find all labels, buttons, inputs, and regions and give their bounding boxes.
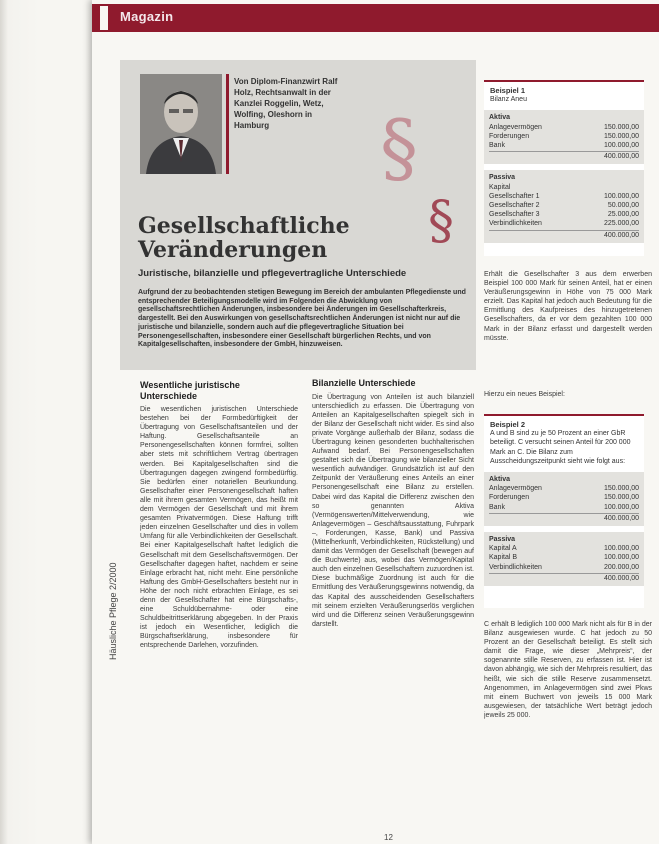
row-label: Gesellschafter 3	[489, 211, 540, 219]
row-value: 100.000,00	[603, 192, 639, 200]
column-right-intro	[484, 390, 652, 406]
table-row	[489, 132, 639, 141]
kapital-label: Kapital	[489, 183, 511, 191]
row-label: Verbindlichkeiten	[489, 563, 542, 571]
column-legal-text: Die wesentlichen juristischen Unterschiede bestehen bei der Formbedürftigkeit der Übertragung von Gesellschaftsanteilen und der Haftung. Gesellschaftsanteile an Personengesellschaften können formfrei, sollten aber stets mit schriftlichem Vertrag übertragen werden. Bei Kapitalgesellschaften sind die Übertragungen dagegen zwingend formbedürftig. Sie bedürfen einer notariellen Beurkundung. Gesellschafter einer Personengesellschaft haften alle mit ihrem gesamten Vermögen, das heißt mit dem Vermögen der Gesellschaft und mit ihrem gesamten Privatvermögen. Diese Haftung trifft jeden einzelnen Gesellschafter und dies in vollem Umfang für alle Verbindlichkeiten der Gesellschaft. Bei einer Kapitalgesellschaft haftet lediglich die Gesellschaft mit dem Gesellschaftsvermögen. Der Gesellschafter dagegen haftet, nachdem er seine Einlage erbracht hat, nicht mehr. Eine persönliche Haftung des GmbH-Gesellschafters besteht nur in Höhe der noch nicht erbrachten Einlage, es sei denn der Gesellschafter hat eine Bürgschafts-, eine Schuldübernahme- oder eine Schuldbeitrittserklärung abgegeben. In der Praxis ist jedoch ein Wesentlicher, lediglich die Bürgschaftserklärung, insbesondere für entsprechende Darlehen, vorzufinden.	[140, 406, 298, 650]
table-total	[489, 573, 639, 583]
table-total	[489, 513, 639, 523]
column-legal	[140, 380, 298, 790]
column-balance-text: Die Übertragung von Anteilen ist auch bilanziell unterschiedlich zu erfassen. Die Übertragung von Anteilen an Kapitalgesellschaften spiegelt sich in der Bilanz der Gesellschaft nicht wider. Es sind also private Vorgänge außerhalb der Bilanz, sodass die Übertragung keinen gesonderten buchhalterischen Aufwand bedarf. Bei Personengesellschaften gestaltet sich die Übertragung wie bilanzieller Sicht wesentlich aufwändiger. Grundsätzlich ist auf den Zeitpunkt der Veräußerung eines Anteils an einer Personengesellschaft eine Bilanz zu erstellen. Dabei wird das Kapital die Differenz zwischen den so genannten Aktiva (Vermögenswerten/Mittelverwendung, wie Anlagevermögen – Geschäftsausstattung, Fuhrpark –, Forderungen, Kasse, Bank) und Passiva (Mittelherkunft, Verbindlichkeiten, Rückstellung) und damit das Vermögen der Gesellschaft (bewegen auf die Buchwerte) aus, wobei das Vermögen/Kapital auch den einzelnen Gesellschaftern zuzuordnen ist. Diese buchmäßige Zuordnung ist auch für die Ermittlung des Veräußerungsgewinns notwendig, da das Kapital des ausscheidenden Gesellschafters mit seinem erzielten Veräußerungserlös verglichen wird und die Differenz seinen Veräußerungsgewinn darstellt.	[312, 393, 474, 628]
aktiva-label: Aktiva	[489, 476, 511, 484]
row-label: Bank	[489, 503, 505, 511]
table-row	[489, 544, 639, 553]
column-right-continued-text: C erhält B lediglich 100 000 Mark nicht als für B in der Bilanz ausgewiesen wurde. C hat jedoch zu 50 Prozent an der Gesellschaft beteiligt. Es stellt sich damit die Frage, wie dieser „Mehrpreis“, der sogenannte stille Reserven, zu erfassen ist. Hier ist davon abhängig, wie sich der Mehrpreis resultiert, das heißt, wie sich die stille Reserve zusammensetzt. Angenommen, im Anlagevermögen sind zwei Pkws mit einem Buchwert von jeweils 15 000 Mark ausgewiesen, der tatsächliche Wert beträgt jedoch jeweils 25 000.	[484, 621, 652, 719]
passiva-label: Passiva	[489, 536, 516, 544]
row-label: Kapital B	[489, 554, 518, 562]
table-row	[489, 219, 639, 228]
section-tag: Magazin	[120, 9, 174, 24]
table-row	[489, 563, 639, 572]
example-2-lead-in: Hierzu ein neues Beispiel:	[484, 391, 565, 398]
row-value: 25.000,00	[607, 211, 639, 219]
column-balance-heading: Bilanzielle Unterschiede	[312, 378, 416, 388]
table-row	[489, 553, 639, 562]
row-label: Gesellschafter 1	[489, 192, 540, 200]
table-row	[489, 503, 639, 512]
total-value: 400.000,00	[603, 514, 639, 522]
row-label: Verbindlichkeiten	[489, 220, 542, 228]
paragraph-symbol-small: §	[428, 191, 454, 251]
table-row	[489, 201, 639, 210]
table-total	[489, 230, 639, 240]
article-title: Gesellschaftliche Veränderungen	[138, 213, 350, 263]
table-row	[489, 493, 639, 502]
table-row	[489, 123, 639, 132]
row-value: 200.000,00	[603, 563, 639, 571]
author-portrait-image	[140, 74, 222, 174]
table-row	[489, 141, 639, 150]
row-value: 100.000,00	[603, 503, 639, 511]
author-credit: Von Diplom-Finanzwirt Ralf Holz, Rechtsanwalt in der Kanzlei Roggelin, Wetz, Wolfing, Oleshorn in Hamburg	[234, 77, 338, 130]
example-1-box	[484, 80, 644, 256]
column-right-paragraph: Erhält die Gesellschafter 3 aus dem erwerben Beispiel 100 000 Mark für seinen Anteil, hat er einen Veräußerungsgewinn in Höhe von 75 000 Mark erzielt. Das Kapital hat jedoch auch Bedeutung für die Ermittlung des Kaufpreises des hinzugetretenen Gesellschafters, da er vor dem gezahlten 100 000 Mark in der Bilanz erfasst und dargestellt werden müsste.	[484, 271, 652, 342]
column-balance	[312, 378, 474, 790]
example-2-passiva	[484, 532, 644, 586]
row-value: 225.000,00	[603, 220, 639, 228]
total-value: 400.000,00	[603, 231, 639, 239]
row-label: Gesellschafter 2	[489, 202, 540, 210]
row-value: 150.000,00	[603, 132, 639, 140]
example-1-passiva	[484, 170, 644, 242]
issue-label: Häusliche Pflege 2/2000	[108, 562, 118, 660]
author-photo	[140, 74, 222, 174]
total-value: 400.000,00	[603, 574, 639, 582]
row-value: 50.000,00	[607, 202, 639, 210]
section-header-bar	[92, 4, 659, 32]
row-label: Anlagevermögen	[489, 485, 542, 493]
row-value: 150.000,00	[603, 485, 639, 493]
row-label: Forderungen	[489, 132, 530, 140]
article-subtitle: Juristische, bilanzielle und pflegevertragliche Unterschiede	[138, 268, 407, 279]
row-value: 100.000,00	[603, 545, 639, 553]
example-2-intro: A und B sind zu je 50 Prozent an einer GbR beteiligt. C versucht seinen Anteil für 200 000 Mark an C. Die Bilanz zum Ausscheidungszeitpunkt sieht wie folgt aus:	[490, 430, 631, 465]
aktiva-label: Aktiva	[489, 114, 511, 122]
row-value: 150.000,00	[603, 494, 639, 502]
paragraph-symbol-large: §	[380, 103, 418, 192]
example-2-title: Beispiel 2	[490, 420, 526, 429]
row-label: Kapital A	[489, 545, 517, 553]
row-value: 150.000,00	[603, 123, 639, 131]
table-row	[489, 192, 639, 201]
total-value: 400.000,00	[603, 153, 639, 161]
column-right-text	[484, 270, 652, 392]
row-value: 100.000,00	[603, 554, 639, 562]
table-row	[489, 210, 639, 219]
table-row	[489, 484, 639, 493]
example-1-subtitle: Bilanz Aneu	[490, 96, 527, 104]
passiva-label: Passiva	[489, 174, 516, 182]
header-notch	[100, 6, 108, 30]
row-label: Bank	[489, 142, 505, 150]
article-lead: Aufgrund der zu beobachtenden stetigen Bewegung im Bereich der ambulanten Pflegedienste und entsprechender Beteiligungsmodelle wird im Folgenden die Abwicklung von gesellschaftsrechtlichen Änderungen, insbesondere bei Änderungen im Gesellschafterkreis, dargestellt. Bei den Auswirkungen von gesellschaftsrechtlichen Änderungen ist nicht nur auf die juristische und bilanzielle, sondern auch auf die pflegevertragliche Situation bei Personengesellschaften, insbesondere einer Gesellschaft bürgerlichen Rechts, und von Kapitalgesellschaften, insbesondere der GmbH, hinzuweisen.	[138, 289, 466, 349]
column-right-continued	[484, 620, 652, 785]
example-2-box	[484, 414, 644, 608]
table-total	[489, 151, 639, 161]
page-number: 12	[384, 833, 393, 842]
author-accent-bar	[226, 74, 229, 174]
row-value: 100.000,00	[603, 142, 639, 150]
row-label: Anlagevermögen	[489, 123, 542, 131]
example-1-aktiva	[484, 110, 644, 164]
column-legal-heading: Wesentliche juristische Unterschiede	[140, 380, 240, 401]
example-1-title: Beispiel 1	[490, 86, 526, 95]
example-2-aktiva	[484, 472, 644, 526]
row-label: Forderungen	[489, 494, 530, 502]
